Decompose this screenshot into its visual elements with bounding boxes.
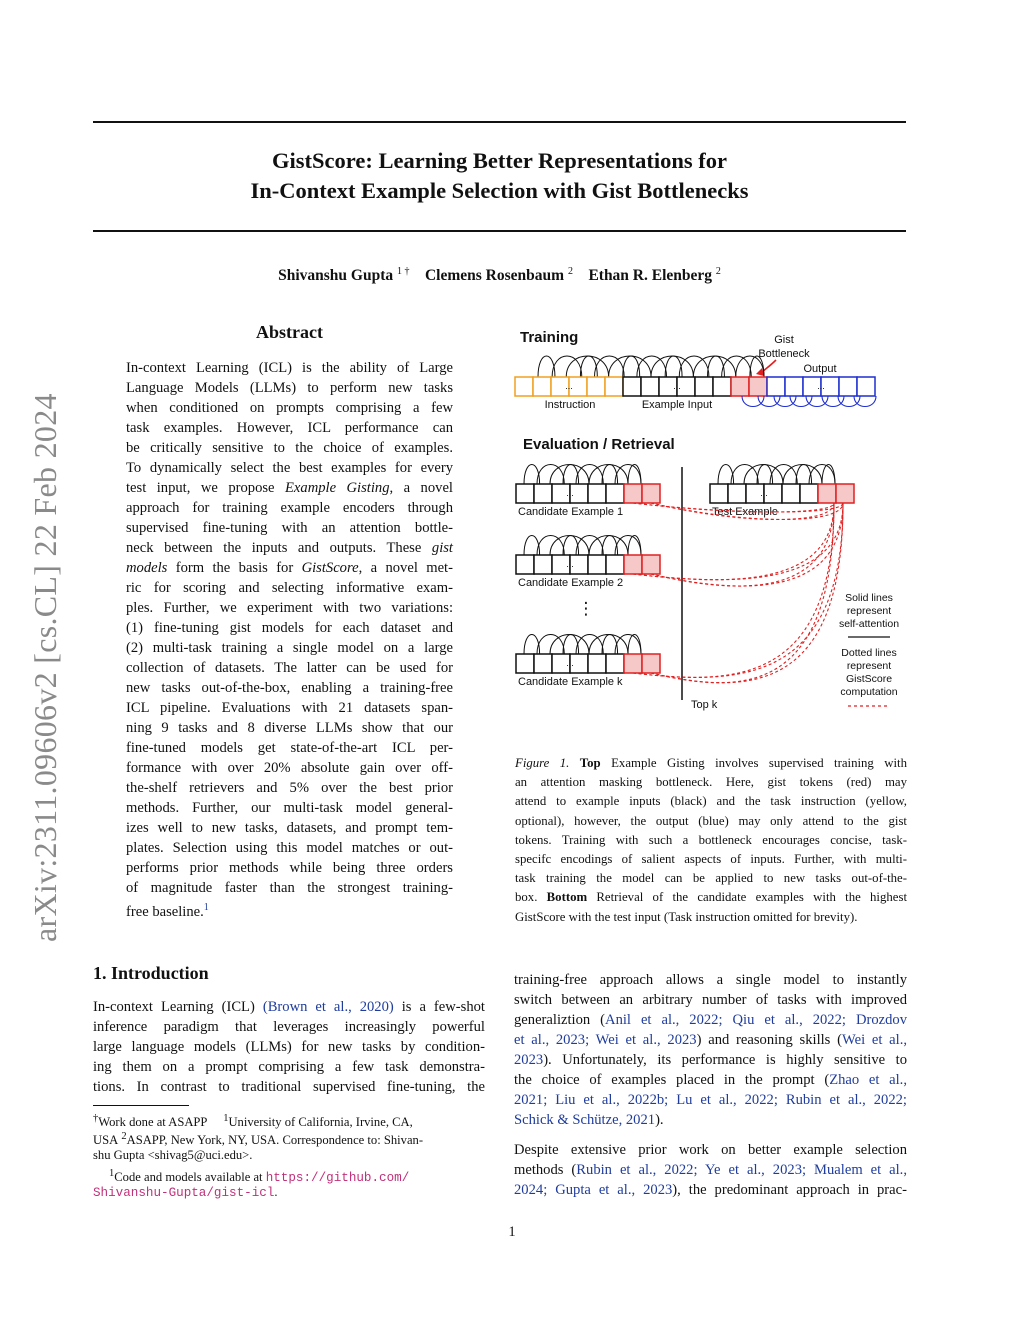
abstract-line: izes well to new tasks, datasets, and prompt tem- xyxy=(126,820,453,836)
input-token xyxy=(713,377,731,396)
citation-link[interactable]: Wei et al., xyxy=(841,1032,908,1048)
output-token xyxy=(767,377,785,396)
abstract-line: plates. Selection using this model matches or out- xyxy=(126,840,453,856)
abstract-line: approach for training example encoders through xyxy=(126,500,453,516)
legend-text: GistScore xyxy=(845,673,893,685)
legend-text: represent xyxy=(846,605,892,617)
intro-line xyxy=(514,1090,907,1110)
attention-arc xyxy=(550,465,589,485)
caption-line: attend to example inputs (black) and the task instruction (yellow, xyxy=(515,794,907,809)
intro-line: In-context Learning (ICL) (Brown et al., 2020) is a few-shot xyxy=(93,999,485,1015)
abstract-line: (2) multi-task training a single model on a large xyxy=(126,640,453,656)
intro-line: tions. In contrast to traditional supervised fine-tuning, the xyxy=(93,1079,485,1095)
abstract-heading: Abstract xyxy=(256,322,323,342)
abstract-line: collection of datasets. The latter can be used for xyxy=(126,660,453,676)
input-token xyxy=(623,377,641,396)
footnote-code: $^1$Code and models available at https://github.com/ xyxy=(109,1168,410,1186)
author-name: Shivanshu Gupta xyxy=(278,267,394,285)
attention-arc xyxy=(651,356,693,377)
abstract-line: fine-tuned models get state-of-the-art ICL per- xyxy=(126,740,453,756)
intro-line: generaliztion (Anil et al., 2022; Qiu et al., 2022; Drozdov xyxy=(514,1012,908,1028)
footnote-code-2: Shivanshu-Gupta/gist-icl. xyxy=(93,1185,278,1200)
evaluation-label: Evaluation / Retrieval xyxy=(523,436,675,453)
example-input-label: Example Input xyxy=(641,399,713,411)
input-token xyxy=(710,484,728,503)
abstract-line: the-shelf retrievers and 5% over the best prior xyxy=(126,780,453,796)
legend-text: Dotted lines xyxy=(841,647,897,659)
footnote-correspondence: shu Gupta <shivag5@uci.edu>. xyxy=(93,1148,253,1162)
abstract-line: Language Models (LLMs) to perform new tasks xyxy=(126,380,453,396)
footnote-affiliations-2: USA $^2$ASAPP, New York, NY, USA. Correspondence to: Shivan- xyxy=(93,1131,424,1148)
intro-line: large language models (LLMs) for new tasks by condition- xyxy=(93,1039,485,1055)
candidate-1-label: Candidate Example 1 xyxy=(518,506,624,518)
intro-line: ing them on a prompt comprising a few task demonstra- xyxy=(93,1059,485,1075)
author-name: Ethan R. Elenberg xyxy=(588,267,713,285)
attention-arc xyxy=(693,356,735,377)
gist-token xyxy=(642,654,660,673)
gistscore-links xyxy=(633,503,843,683)
input-token xyxy=(728,484,746,503)
gistscore-dotted-link xyxy=(633,503,843,677)
intro-line: inference paradigm that leverages increasingly powerful xyxy=(93,1019,485,1035)
title-line-1: GistScore: Learning Better Representations for xyxy=(272,148,727,173)
attention-arc xyxy=(550,536,589,556)
author-affiliation: 1 † xyxy=(396,266,410,277)
footnote-affiliations: †Work done at ASAPP $^1$University of California, Irvine, CA, xyxy=(93,1113,413,1130)
input-token xyxy=(534,555,552,574)
token-ellipsis: ... xyxy=(565,381,573,391)
abstract-line: ples. Further, we experiment with two variations: xyxy=(126,600,453,616)
gist-token xyxy=(731,377,749,396)
token-ellipsis: ... xyxy=(817,381,825,391)
output-attention-arc xyxy=(742,396,764,407)
instruction-label: Instruction xyxy=(544,399,596,411)
gist-token xyxy=(836,484,854,503)
instruction-token xyxy=(587,377,605,396)
input-token xyxy=(606,555,624,574)
output-token xyxy=(857,377,875,396)
title-top-rule xyxy=(93,121,906,123)
attention-arc xyxy=(589,536,628,556)
author-affiliation: 2 xyxy=(715,266,721,277)
figure-1-diagram xyxy=(508,322,913,722)
abstract-line: neck between the inputs and outputs. These gist xyxy=(126,540,453,556)
intro-line: methods (Rubin et al., 2022; Ye et al., 2023; Mualem et al., xyxy=(514,1162,907,1178)
legend-text: computation xyxy=(840,686,898,698)
footnote-rule xyxy=(93,1105,189,1106)
gist-token xyxy=(624,654,642,673)
gist-token xyxy=(624,484,642,503)
citation-link[interactable]: (Brown et al., 2020) xyxy=(262,999,394,1015)
top-k-label: Top k xyxy=(691,699,718,711)
intro-line: Despite extensive prior work on better example selection xyxy=(514,1142,907,1158)
abstract-line: To dynamically select the best examples for every xyxy=(126,460,453,476)
gist-label: Gist xyxy=(774,334,794,346)
abstract-line: task examples. However, ICL performance can xyxy=(126,420,453,436)
abstract-line: supervised fine-tuning with an attention bottle- xyxy=(126,520,453,536)
input-token xyxy=(588,555,606,574)
token-ellipsis: ... xyxy=(566,658,574,668)
attention-arc xyxy=(783,465,822,485)
attention-arc xyxy=(550,635,589,655)
vertical-ellipsis: ⋮ xyxy=(577,599,595,618)
input-token xyxy=(534,654,552,673)
attention-arc xyxy=(566,356,608,377)
gist-token xyxy=(642,484,660,503)
citation-link[interactable]: 2024; Gupta et al., 2023 xyxy=(514,1182,673,1198)
footnote-text: USA xyxy=(93,1133,119,1148)
output-attention-arc xyxy=(822,396,844,407)
footnote-text: Work done at ASAPP xyxy=(98,1115,208,1130)
input-token xyxy=(606,654,624,673)
title-line-2: In-Context Example Selection with Gist Bottlenecks xyxy=(250,178,749,203)
citation-link[interactable]: Schick & Schütze, 2021 xyxy=(514,1112,656,1128)
intro-line: training-free approach allows a single model to instantly xyxy=(514,972,907,988)
input-token xyxy=(641,377,659,396)
input-token xyxy=(695,377,713,396)
gist-token xyxy=(642,555,660,574)
caption-line: optional), however, the output (blue) may only attend to the gist xyxy=(515,813,907,828)
caption-line: specifc encodings of salient aspects of inputs. Further, with multi- xyxy=(515,852,907,866)
abstract-line: new tasks out-of-the-box, enabling a training-free xyxy=(126,680,453,696)
arxiv-stamp: arXiv:2311.09606v2 [cs.CL] 22 Feb 2024 xyxy=(27,393,63,942)
intro-heading: 1. Introduction xyxy=(93,963,209,983)
intro-line: the choice of examples placed in the prompt (Zhao et al., xyxy=(514,1072,907,1088)
attention-arc xyxy=(552,356,582,377)
input-token xyxy=(782,484,800,503)
footnote-text: Code and models available at xyxy=(114,1170,263,1185)
code-link[interactable]: Shivanshu-Gupta/gist-icl xyxy=(93,1186,275,1200)
output-attention-arc xyxy=(758,396,780,407)
intro-line: Schick & Schütze, 2021). xyxy=(514,1112,664,1128)
citation-link[interactable]: et al., 2023; Wei et al., 2023 xyxy=(514,1032,697,1048)
gist-label: Bottleneck xyxy=(758,348,810,360)
attention-arc xyxy=(744,465,783,485)
candidate-2-label: Candidate Example 2 xyxy=(518,577,624,589)
abstract-line: when conditioned on prompts comprising a few xyxy=(126,400,453,416)
token-ellipsis: ... xyxy=(566,488,574,498)
output-label: Output xyxy=(803,363,837,375)
gistscore-dotted-link xyxy=(651,503,843,683)
instruction-token xyxy=(515,377,533,396)
abstract-line: performs prior methods while being three orders xyxy=(126,860,453,876)
input-token xyxy=(606,484,624,503)
footnote-text: University of California, Irvine, CA, xyxy=(228,1115,413,1130)
output-attention-arc xyxy=(854,396,876,407)
abstract-line: In-context Learning (ICL) is the ability of Large xyxy=(126,360,453,376)
footnote-text: ASAPP, New York, NY, USA. Correspondence to: Shivan- xyxy=(126,1133,424,1148)
caption-line: an attention masking bottleneck. Here, gist tokens (red) may xyxy=(515,775,907,790)
gist-token xyxy=(624,555,642,574)
output-token xyxy=(839,377,857,396)
page-number: 1 xyxy=(508,1224,516,1240)
candidate-k-label: Candidate Example k xyxy=(518,676,623,688)
legend-text: self-attention xyxy=(838,618,900,630)
citation-link[interactable]: 2021; Liu et al., 2022b; Lu et al., 2022; Rubin et al., 2022; xyxy=(514,1092,907,1108)
output-attention-arc xyxy=(806,396,828,407)
caption-line: box. Bottom Retrieval of the candidate examples with the highest xyxy=(515,890,907,905)
citation-link[interactable]: Rubin et al., 2022; Ye et al., 2023; Mualem et al., xyxy=(576,1162,907,1178)
instruction-token xyxy=(605,377,623,396)
input-token xyxy=(588,484,606,503)
citation-link[interactable]: Zhao et al., xyxy=(829,1072,907,1088)
abstract-line: formance with over 20% absolute gain over off- xyxy=(126,760,453,776)
caption-line: GistScore with the test input (Task instruction omitted for brevity). xyxy=(515,909,858,924)
input-token xyxy=(516,654,534,673)
attention-arc xyxy=(589,465,628,485)
input-token xyxy=(800,484,818,503)
author-name: Clemens Rosenbaum xyxy=(424,267,565,285)
author-affiliation: 2 xyxy=(567,266,573,277)
token-ellipsis: ... xyxy=(760,488,768,498)
author-list xyxy=(93,266,906,285)
attention-arc xyxy=(609,356,651,377)
intro-line: 2024; Gupta et al., 2023), the predominant approach in prac- xyxy=(514,1182,907,1198)
abstract-line: ric for scoring and selecting informative exam- xyxy=(126,580,453,596)
code-link[interactable]: https://github.com/ xyxy=(265,1171,410,1186)
input-token xyxy=(534,484,552,503)
legend-text: Solid lines xyxy=(845,592,893,604)
citation-link[interactable]: 2023 xyxy=(514,1052,544,1068)
abstract-line: ning 9 tasks and 8 diverse LLMs show that our xyxy=(126,720,453,736)
abstract-line: of magnitude faster than the strongest training- xyxy=(126,880,453,896)
abstract-line: ICL pipeline. Evaluations with 21 datasets span- xyxy=(126,700,453,716)
paper-title xyxy=(93,146,906,206)
caption-line: task training the model can be applied to new tasks out-of-the- xyxy=(515,871,907,886)
input-token xyxy=(516,555,534,574)
caption-line: Figure 1. Top Example Gisting involves supervised training with xyxy=(515,756,907,770)
intro-line: et al., 2023; Wei et al., 2023) and reasoning skills (Wei et al., xyxy=(514,1032,908,1048)
intro-line: switch between an arbitrary number of tasks with improved xyxy=(514,992,907,1008)
abstract-line: test input, we propose Example Gisting, a novel xyxy=(126,480,453,496)
legend-text: represent xyxy=(846,660,892,672)
abstract-line: free baseline.$^1$ xyxy=(126,902,209,920)
gistscore-dotted-link xyxy=(651,503,834,683)
caption-line: tokens. Training with such a bottleneck encourages concise, task- xyxy=(515,832,907,847)
token-ellipsis: ... xyxy=(566,559,574,569)
output-attention-arc xyxy=(774,396,796,407)
citation-link[interactable]: Anil et al., 2022; Qiu et al., 2022; Drozdov xyxy=(605,1012,908,1028)
abstract-line: (1) fine-tuning gist models for each dataset and xyxy=(126,620,453,636)
intro-line: 2023). Unfortunately, its performance is highly sensitive to xyxy=(514,1052,907,1068)
evaluation-rows xyxy=(516,465,854,674)
test-example-label: Test Example xyxy=(712,506,779,518)
output-attention-arc xyxy=(838,396,860,407)
input-token xyxy=(516,484,534,503)
token-ellipsis: ... xyxy=(673,381,681,391)
instruction-token xyxy=(533,377,551,396)
gist-token xyxy=(749,377,767,396)
input-token xyxy=(588,654,606,673)
gist-token xyxy=(818,484,836,503)
title-bottom-rule xyxy=(93,230,906,232)
training-label: Training xyxy=(520,329,579,346)
attention-arc xyxy=(589,635,628,655)
output-attention-arc xyxy=(790,396,812,407)
abstract-line: be critically sensitive to the choice of examples. xyxy=(126,440,453,456)
abstract-line: models form the basis for GistScore, a novel met- xyxy=(126,560,453,576)
output-token xyxy=(785,377,803,396)
abstract-line: methods. Further, our multi-task model general- xyxy=(126,800,453,816)
